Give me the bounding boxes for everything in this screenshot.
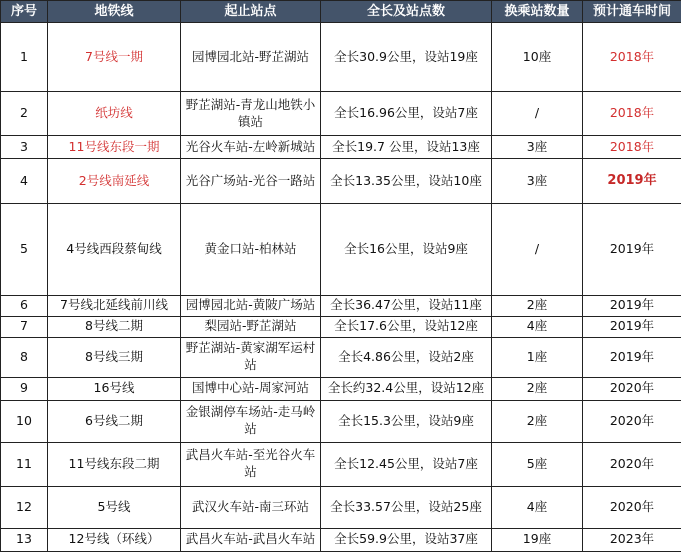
cell-index: 3	[1, 136, 48, 159]
cell-stations: 园博园北站-野芷湖站	[181, 23, 321, 92]
cell-line: 7号线北延线前川线	[48, 295, 181, 316]
cell-stations: 金银湖停车场站-走马岭站	[181, 400, 321, 442]
cell-year: 2019年	[583, 337, 681, 377]
cell-year: 2019年	[583, 295, 681, 316]
cell-stations: 野芷湖站-黄家湖军运村站	[181, 337, 321, 377]
cell-stations: 武昌火车站-武昌火车站	[181, 528, 321, 551]
cell-index: 11	[1, 442, 48, 486]
table-row	[1, 486, 681, 528]
table-row	[1, 92, 681, 136]
cell-index: 10	[1, 400, 48, 442]
table-row	[1, 316, 681, 337]
cell-year: 2020年	[583, 400, 681, 442]
cell-transfer: 2座	[492, 377, 583, 400]
cell-stations: 武昌火车站-至光谷火车站	[181, 442, 321, 486]
cell-year: 2018年	[583, 92, 681, 136]
table-body	[1, 23, 681, 552]
cell-length: 全长4.86公里，设站2座	[321, 337, 492, 377]
cell-length: 全长17.6公里，设站12座	[321, 316, 492, 337]
cell-length: 全长16.96公里，设站7座	[321, 92, 492, 136]
cell-index: 4	[1, 159, 48, 203]
cell-length: 全长59.9公里，设站37座	[321, 528, 492, 551]
cell-transfer: 5座	[492, 442, 583, 486]
cell-length: 全长13.35公里，设站10座	[321, 159, 492, 203]
cell-stations: 园博园北站-黄陂广场站	[181, 295, 321, 316]
cell-line: 4号线西段蔡甸线	[48, 203, 181, 295]
cell-stations: 梨园站-野芷湖站	[181, 316, 321, 337]
cell-index: 13	[1, 528, 48, 551]
cell-length: 全长19.7 公里，设站13座	[321, 136, 492, 159]
table-row	[1, 377, 681, 400]
cell-year: 2020年	[583, 442, 681, 486]
header-row	[1, 1, 681, 23]
cell-index: 5	[1, 203, 48, 295]
cell-stations: 武汉火车站-南三环站	[181, 486, 321, 528]
cell-length: 全长33.57公里，设站25座	[321, 486, 492, 528]
cell-line: 纸坊线	[48, 92, 181, 136]
cell-length: 全长36.47公里，设站11座	[321, 295, 492, 316]
cell-year: 2020年	[583, 486, 681, 528]
cell-stations: 光谷火车站-左岭新城站	[181, 136, 321, 159]
cell-transfer: /	[492, 203, 583, 295]
cell-line: 5号线	[48, 486, 181, 528]
cell-stations: 野芷湖站-青龙山地铁小镇站	[181, 92, 321, 136]
header-index: 序号	[1, 1, 48, 23]
cell-transfer: 4座	[492, 316, 583, 337]
cell-transfer: 2座	[492, 295, 583, 316]
table-row	[1, 159, 681, 203]
cell-length: 全长16公里，设站9座	[321, 203, 492, 295]
cell-transfer: 10座	[492, 23, 583, 92]
cell-length: 全长12.45公里，设站7座	[321, 442, 492, 486]
cell-transfer: 1座	[492, 337, 583, 377]
cell-line: 16号线	[48, 377, 181, 400]
cell-index: 2	[1, 92, 48, 136]
cell-stations: 光谷广场站-光谷一路站	[181, 159, 321, 203]
header-line: 地铁线	[48, 1, 181, 23]
cell-line: 8号线二期	[48, 316, 181, 337]
table-row	[1, 400, 681, 442]
cell-year: 2020年	[583, 377, 681, 400]
table-row	[1, 136, 681, 159]
cell-stations: 国博中心站-周家河站	[181, 377, 321, 400]
cell-length: 全长30.9公里，设站19座	[321, 23, 492, 92]
cell-index: 9	[1, 377, 48, 400]
cell-year: 2018年	[583, 136, 681, 159]
cell-line: 12号线（环线）	[48, 528, 181, 551]
table-header	[1, 1, 681, 23]
cell-transfer: /	[492, 92, 583, 136]
cell-transfer: 2座	[492, 400, 583, 442]
cell-stations: 黄金口站-柏林站	[181, 203, 321, 295]
table-row	[1, 442, 681, 486]
cell-year: 2018年	[583, 23, 681, 92]
cell-line: 2号线南延线	[48, 159, 181, 203]
cell-year: 2019年	[583, 159, 681, 203]
cell-transfer: 3座	[492, 136, 583, 159]
cell-line: 8号线三期	[48, 337, 181, 377]
cell-line: 11号线东段二期	[48, 442, 181, 486]
header-year: 预计通车时间	[583, 1, 681, 23]
cell-index: 12	[1, 486, 48, 528]
cell-transfer: 4座	[492, 486, 583, 528]
cell-transfer: 3座	[492, 159, 583, 203]
cell-index: 1	[1, 23, 48, 92]
cell-length: 全长15.3公里，设站9座	[321, 400, 492, 442]
cell-line: 6号线二期	[48, 400, 181, 442]
cell-index: 6	[1, 295, 48, 316]
table-row	[1, 23, 681, 92]
table-row	[1, 295, 681, 316]
table-row	[1, 203, 681, 295]
cell-year: 2019年	[583, 203, 681, 295]
cell-year: 2023年	[583, 528, 681, 551]
table-row	[1, 528, 681, 551]
cell-index: 8	[1, 337, 48, 377]
cell-index: 7	[1, 316, 48, 337]
cell-transfer: 19座	[492, 528, 583, 551]
table-row	[1, 337, 681, 377]
header-stations: 起止站点	[181, 1, 321, 23]
header-transfer: 换乘站数量	[492, 1, 583, 23]
cell-line: 11号线东段一期	[48, 136, 181, 159]
cell-length: 全长约32.4公里，设站12座	[321, 377, 492, 400]
header-length: 全长及站点数	[321, 1, 492, 23]
cell-year: 2019年	[583, 316, 681, 337]
cell-line: 7号线一期	[48, 23, 181, 92]
